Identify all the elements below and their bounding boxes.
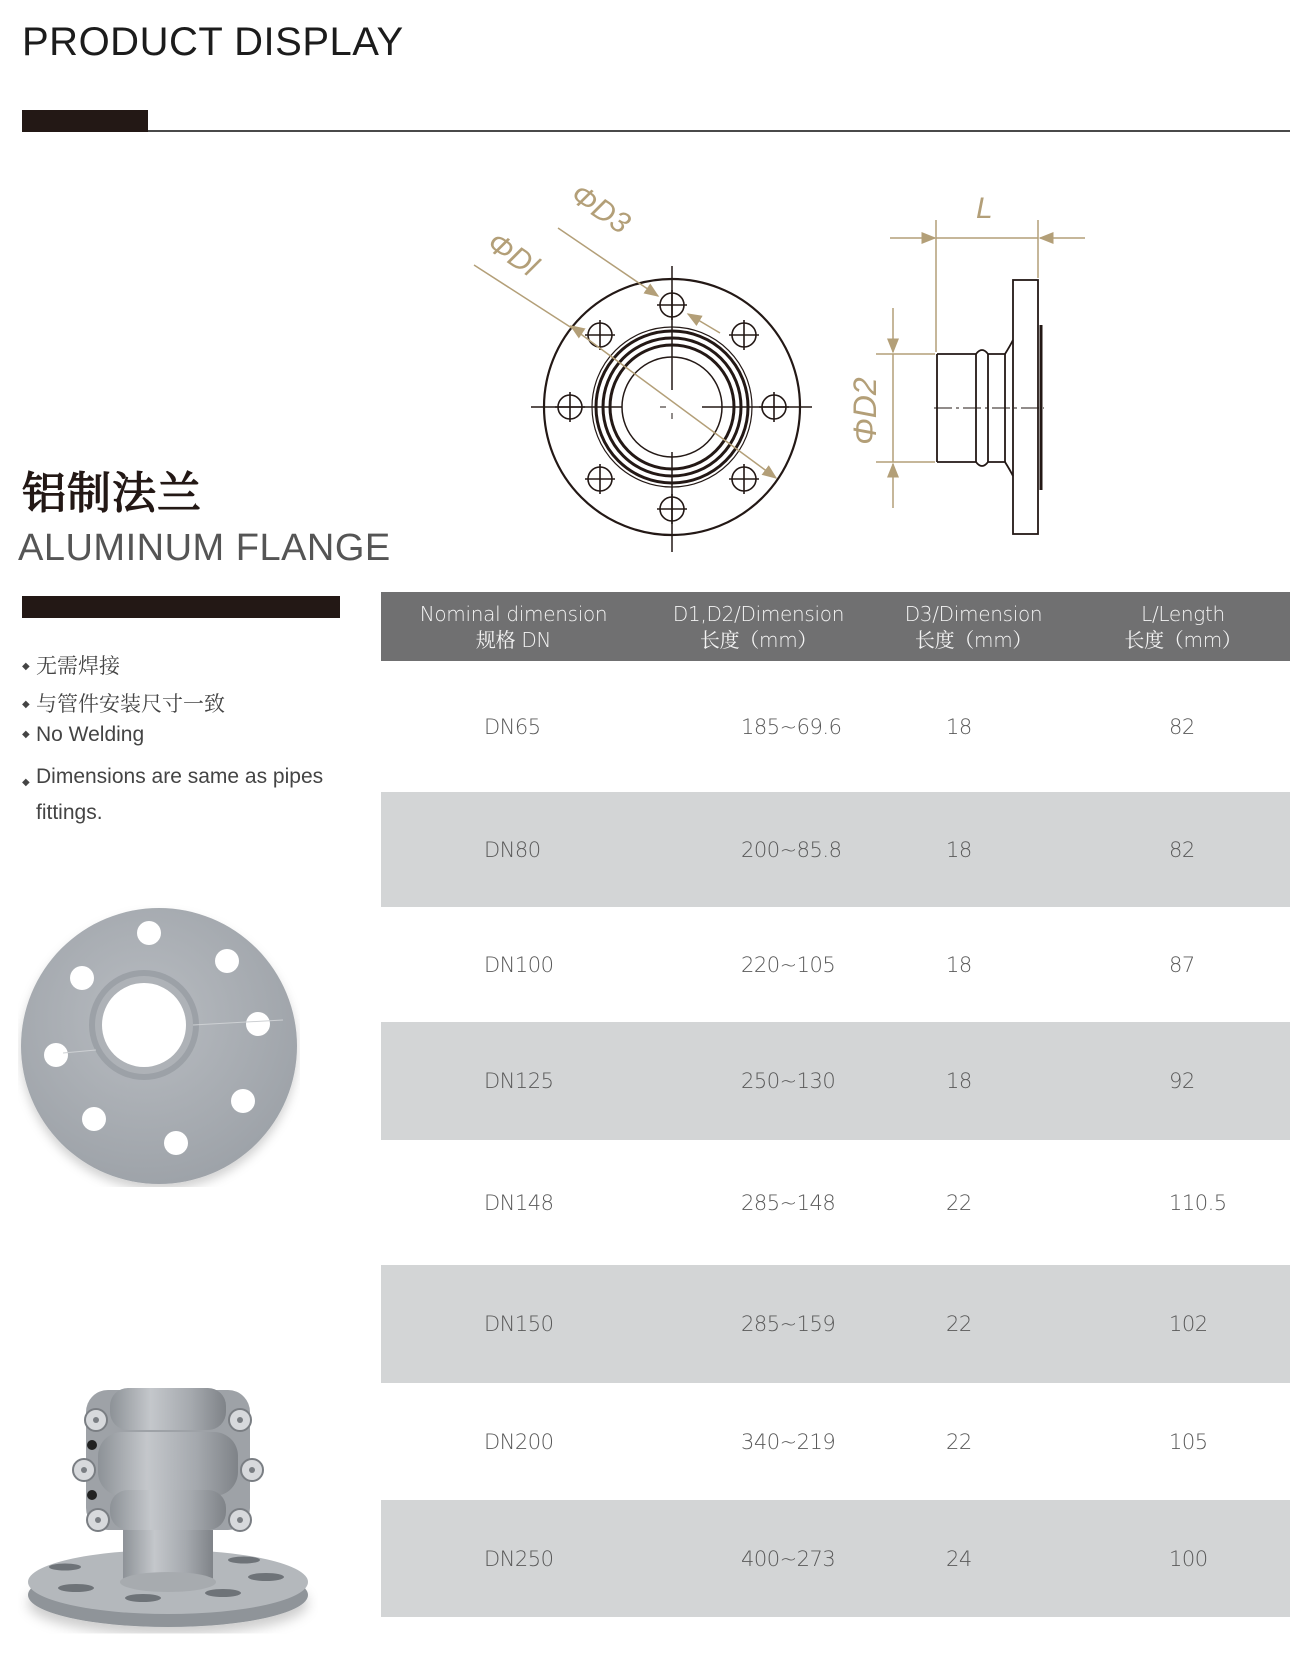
cell-d1d2: 185~69.6: [741, 714, 842, 739]
cell-length: 105: [1169, 1429, 1208, 1454]
d2-label: ΦD2: [847, 377, 883, 445]
cell-length: 82: [1169, 837, 1195, 862]
table-header: [381, 592, 1290, 661]
page-title: PRODUCT DISPLAY: [22, 20, 404, 64]
section-accent-bar: [22, 596, 340, 618]
feature-item: ◆ No Welding: [22, 723, 145, 746]
cell-dn: DN65: [484, 714, 541, 739]
product-title-en: ALUMINUM FLANGE: [18, 527, 391, 569]
cell-d3: 18: [946, 952, 972, 977]
cell-d3: 22: [946, 1429, 972, 1454]
product-title-cn: 铝制法兰: [22, 468, 202, 519]
cell-d3: 18: [946, 714, 972, 739]
feature-item: ◆ 无需焊接: [22, 655, 120, 678]
cell-d3: 18: [946, 1069, 972, 1093]
flange-coupling-photo: [18, 1360, 318, 1635]
cell-dn: DN148: [484, 1190, 554, 1215]
table-row: [381, 661, 1290, 792]
diamond-bullet-icon: ◆: [22, 661, 30, 672]
table-row: [381, 1022, 1290, 1140]
cell-d1d2: 220~105: [741, 952, 836, 977]
table-row: [381, 1265, 1290, 1383]
cell-d3: 24: [946, 1546, 972, 1571]
cell-dn: DN250: [484, 1546, 554, 1571]
cell-dn: DN150: [484, 1312, 554, 1336]
cell-length: 82: [1169, 714, 1195, 739]
feature-list: [22, 655, 342, 831]
diamond-bullet-icon: ◆: [22, 777, 30, 788]
table-row: [381, 1140, 1290, 1265]
cell-d1d2: 250~130: [741, 1069, 836, 1093]
table-row: [381, 1383, 1290, 1500]
cell-dn: DN80: [484, 837, 541, 862]
technical-drawing: [460, 170, 1120, 560]
cell-d1d2: 285~159: [741, 1312, 836, 1336]
cell-dn: DN100: [484, 952, 554, 977]
cell-d1d2: 340~219: [741, 1429, 836, 1454]
column-header-d3: D3/Dimension 长度（mm）: [904, 601, 1043, 652]
cell-dn: DN200: [484, 1429, 554, 1454]
flange-front-photo: [18, 905, 300, 1187]
cell-dn: DN125: [484, 1069, 554, 1093]
table-row: [381, 907, 1290, 1022]
cell-d3: 22: [946, 1312, 972, 1336]
title-accent-bar: [22, 110, 148, 132]
d3-label: ΦD3: [564, 177, 636, 241]
cell-length: 92: [1169, 1069, 1195, 1093]
cell-length: 102: [1169, 1312, 1208, 1336]
diamond-bullet-icon: ◆: [22, 729, 30, 740]
cell-length: 110.5: [1169, 1190, 1227, 1215]
title-divider: [148, 130, 1290, 132]
table-row: [381, 1500, 1290, 1617]
cell-d3: 18: [946, 837, 972, 862]
column-header-d1d2: D1,D2/Dimension 长度（mm）: [672, 601, 845, 652]
l-label: L: [976, 192, 993, 225]
cell-length: 87: [1169, 952, 1195, 977]
front-view: [531, 266, 812, 552]
cell-length: 100: [1169, 1546, 1208, 1571]
side-view: [934, 280, 1044, 534]
cell-d3: 22: [946, 1190, 972, 1215]
diamond-bullet-icon: ◆: [22, 699, 30, 710]
column-header-length: L/Length 长度（mm）: [1124, 601, 1242, 652]
spec-table: [381, 592, 1290, 1617]
d1-label: ΦDl: [481, 226, 544, 284]
column-header-nominal: Nominal dimension 规格 DN: [419, 601, 608, 652]
cell-d1d2: 200~85.8: [741, 837, 842, 862]
table-row: [381, 792, 1290, 907]
feature-item: ◆ Dimensions are same as pipes fittings.: [22, 765, 324, 824]
cell-d1d2: 400~273: [741, 1546, 836, 1571]
feature-item: ◆ 与管件安装尺寸一致: [22, 693, 225, 716]
cell-d1d2: 285~148: [741, 1190, 836, 1215]
